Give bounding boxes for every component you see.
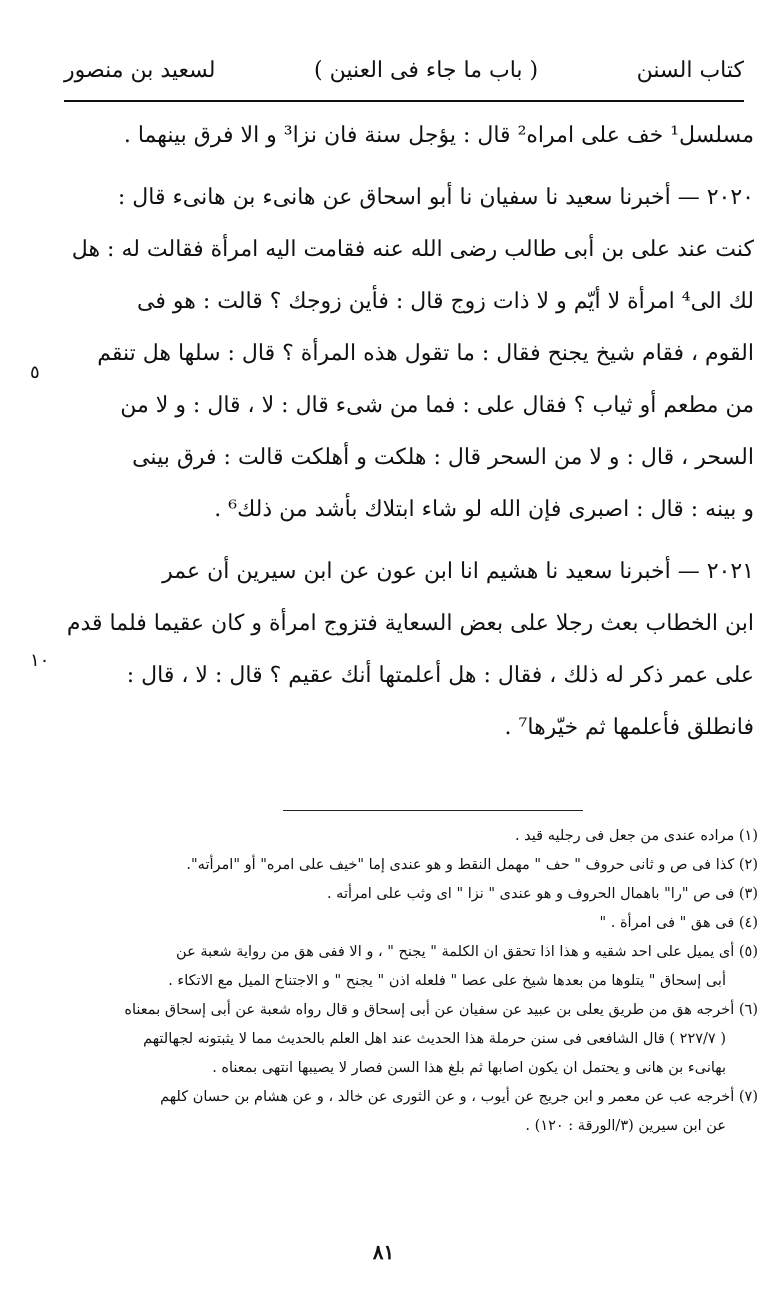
margin-line-number-10: ١٠ [30, 650, 50, 671]
header-author: لسعيد بن منصور [64, 57, 216, 83]
footnote-6: (٦) أخرجه هق من طريق يعلى بن عبيد عن سفيان عن أبى إسحاق و قال رواه شعبة عن أبى إسحاق بمعناه [124, 1002, 758, 1018]
footnote-6-continued: ( ٢٢٧/٧ ) قال الشافعى فى سنن حرملة هذا الحديث عند اهل العلم بالحديث مما لا يثبتونه لجهالتهم [143, 1031, 726, 1047]
text-line: مسلسل¹ خف على امراه² قال : يؤجل سنة فان نزا³ و الا فرق بينهما . [123, 123, 754, 148]
hadith-2021-line: ٢٠٢١ — أخبرنا سعيد نا هشيم انا ابن عون عن ابن سيرين أن عمر [162, 559, 754, 584]
running-header [64, 50, 744, 90]
footnote-7-continued: عن ابن سيرين (٣/الورقة : ١٢٠) . [525, 1118, 726, 1134]
footnote-5: (٥) أى يميل على احد شقيه و هذا اذا تحقق ان الكلمة " يجنح " ، و الا ففى هق من رواية شعبة عن [176, 944, 758, 960]
margin-line-number-5: ٥ [30, 362, 40, 383]
footnote-6-continued: بهانىء بن هانى و يحتمل ان يكون اصابها ثم بلغ هذا السن فصار لا يصيبها انتهى بمعناه . [212, 1060, 726, 1076]
hadith-2020-line: كنت عند على بن أبى طالب رضى الله عنه فقامت اليه امرأة فقالت له : هل [71, 237, 754, 262]
hadith-2020-line: السحر ، قال : و لا من السحر قال : هلكت و أهلكت قالت : فرق بينى [132, 445, 754, 470]
footnote-7: (٧) أخرجه عب عن معمر و ابن جريج عن أيوب ، و عن الثورى عن خالد ، و عن هشام بن حسان كلهم [160, 1089, 758, 1105]
page-number: ٨١ [372, 1240, 395, 1264]
header-divider [64, 100, 744, 102]
header-chapter-title: ( باب ما جاء فى العنين ) [314, 57, 539, 83]
footnote-divider [283, 810, 583, 811]
hadith-2020-line: ٢٠٢٠ — أخبرنا سعيد نا سفيان نا أبو اسحاق عن هانىء بن هانىء قال : [117, 185, 754, 210]
hadith-2020-line: لك الى⁴ امرأة لا أيّم و لا ذات زوج قال : فأين زوجك ؟ قالت : هو فى [137, 289, 754, 314]
footnote-4: (٤) فى هق " فى امرأة . " [599, 915, 758, 931]
hadith-2021-line: على عمر ذكر له ذلك ، فقال : هل أعلمتها أنك عقيم ؟ قال : لا ، قال : [126, 663, 754, 688]
hadith-2020-line: من مطعم أو ثياب ؟ فقال على : فما من شىء قال : لا ، قال : و لا من [120, 393, 754, 418]
footnote-2: (٢) كذا فى ص و ثانى حروف " حف " مهمل النقط و هو عندى إما "خيف على امره" أو "امرأته". [186, 857, 758, 873]
footnote-1: (١) مراده عندى من جعل فى رجليه قيد . [514, 828, 758, 844]
footnote-5-continued: أبى إسحاق " يتلوها من بعدها شيخ على عصا " فلعله اذن " يجنح " و الاجتناح الميل مع الاتكاء . [168, 973, 726, 989]
footnotes [58, 822, 758, 1141]
hadith-2020-line: القوم ، فقام شيخ يجنح فقال : ما تقول هذه المرأة ؟ قال : سلها هل تنقم [97, 341, 754, 366]
footnote-3: (٣) فى ص "را" باهمال الحروف و هو عندى " نزا " اى وثب على امرأته . [326, 886, 758, 902]
hadith-2021-line: ابن الخطاب بعث رجلا على بعض السعاية فتزوج امرأة و كان عقيما فلما قدم [66, 611, 754, 636]
main-text [54, 110, 754, 754]
hadith-2020-line: و بينه : قال : اصبرى فإن الله لو شاء ابتلاك بأشد من ذلك⁶ . [214, 497, 754, 522]
hadith-2021-line: فانطلق فأعلمها ثم خيّرها⁷ . [504, 715, 754, 740]
header-book-title: كتاب السنن [636, 57, 744, 83]
